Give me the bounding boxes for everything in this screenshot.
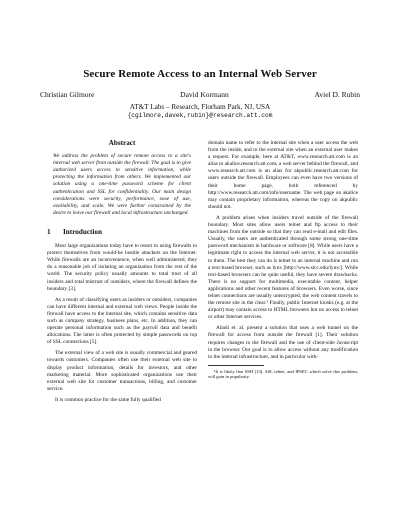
body-paragraph: Most large organizations today have to resort to using firewalls to protect themselves from would-be hostile attackers on the Internet. While firewalls are an inconvenience, when well administered, they do a reasonable job of isolating an organization from the rest of the world. The security policy usually amounts to total trust of all insiders and total mistrust of outsiders, where the firewall defines the boundary [3].	[47, 243, 197, 292]
author-list	[40, 90, 360, 99]
body-paragraph: The external view of a web site is usually commercial and geared towards customers. Companies often use their external web site to display product information, details for investors, and other marketing material. More sophisticated organizations use their external web site for customer transactions, billing, and customer service.	[47, 350, 197, 392]
footnote-rule	[208, 365, 264, 366]
right-column	[208, 140, 358, 380]
abstract-text: We address the problem of secure remote access to a site's internal web server from outside the firewall. The goal is to give authorized users access to sensitive information, while protecting the information from others. We implemented our solution using a one-time password scheme for client authentication and SSL for confidentiality. Our main design considerations were security, performance, ease of use, availability, and scale. We were further constrained by the desire to leave our firewall and local infrastructure unchanged.	[53, 153, 191, 216]
abstract-heading: Abstract	[108, 139, 136, 147]
body-paragraph: domain name to refer to the internal site when a user access the web from the inside, and to the external site when an external user makes a request. For example, here at AT&T, www.research.att.com is an alias to akalice.research.att.com, a web server behind the firewall, and www.research.att.com is an alias for akpublic.research.att.com for users outside the firewall. Employees can even have two versions of their home page, both referenced by http://www.research.att.com/info/username. The web page on akalice may contain proprietary information, whereas the copy on akpublic should not.	[208, 140, 358, 210]
author-name: Christian Gilmore	[40, 90, 95, 99]
body-paragraph: As a result of classifying users as insiders or outsiders, companies can have different internal and external web views. People inside the firewall have access to the internal site, which contains sensitive data such as company strategy, business plans, etc. In addition, they can operate personal information such as the payroll data and benefit allocations. The latter is often protected by simple passwords on top of SSL connections [5].	[47, 296, 197, 346]
body-paragraph: A problem arises when insiders travel outside of the firewall boundary. Most sites allow users telnet and ftp access to their machines from the outside so that they can read e-mail and edit files. Usually, the users are authenticated through some strong one-time password mechanism in hardware or software [8]. While users have a legitimate right to access the internal web server, it is not accessible to them. The best they can do is telnet to an internal machine and run a text-based browser, such as lynx [http://www.slcc.edu/lynx/]. While text-based browsers can be quite useful, they have severe drawbacks. There is no support for multimedia, executable content, helper applications and other recent features of browsers. Even worse, since telnet connections are usually unencrypted, the web content travels to the remote site in the clear.¹ Finally, public Internet kiosks (e.g. at the airport) may contain access to HTML browsers but no access to telnet or other Internet services.	[208, 214, 358, 321]
affiliation: AT&T Labs – Research, Florham Park, NJ, USA	[129, 103, 271, 111]
left-column	[47, 140, 197, 408]
section-heading-introduction	[47, 229, 197, 236]
section-title: Introduction	[63, 227, 103, 236]
footnote: ¹It is likely that SSH [13], SSL telnet, and IPSEC which solve this problem, will gain in popularity.	[208, 368, 358, 380]
body-paragraph: It is common practice for the same fully qualified	[55, 396, 161, 403]
author-name: Aviel D. Rubin	[314, 90, 360, 99]
body-paragraph: Abadi et. al. present a solution that uses a web tunnel on the firewall for access from outside the firewall [1]. Their solution requires changes to the firewall and the use of client-side Javascript in the browser. Our goal is to allow access without any modification to the internal infrastructure, and in particular with-	[208, 325, 358, 360]
paper-title: Secure Remote Access to an Internal Web Server	[83, 68, 317, 80]
section-number: 1	[47, 227, 51, 236]
author-emails: {cgilmore,davek,rubin}@research.att.com	[127, 112, 273, 119]
author-name: David Kormann	[180, 90, 229, 99]
